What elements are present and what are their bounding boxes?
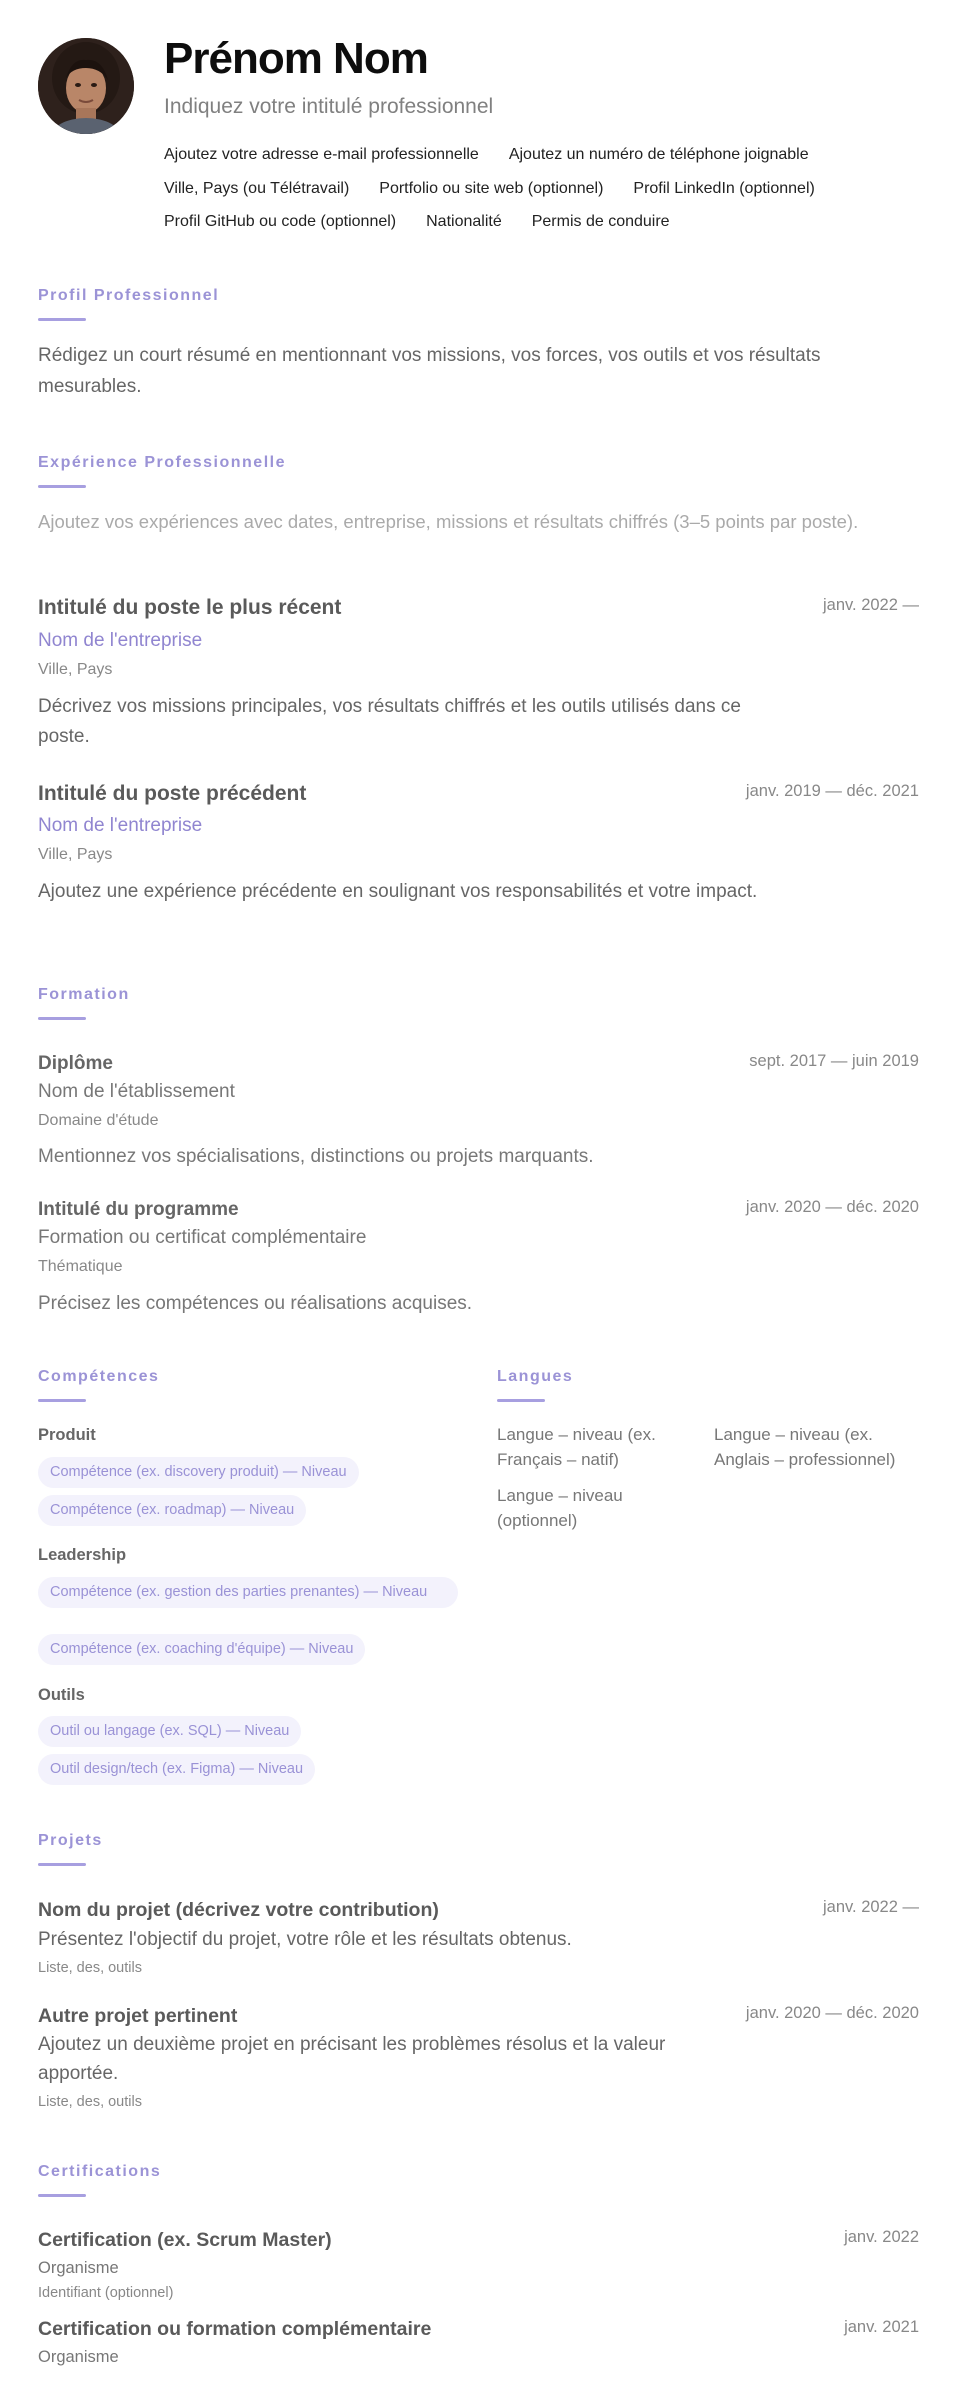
profile-photo-image bbox=[38, 38, 134, 134]
job-dates: janv. 2022 — bbox=[822, 596, 919, 614]
skill-category: Outils bbox=[38, 1686, 85, 1704]
section-divider bbox=[497, 1399, 545, 1402]
section-divider bbox=[38, 2194, 86, 2197]
contact-row bbox=[164, 180, 815, 198]
education-field: Domaine d'étude bbox=[38, 1112, 159, 1129]
experience-hint: Ajoutez vos expériences avec dates, entreprise, missions et résultats chiffrés (3–5 points par poste). bbox=[38, 511, 859, 532]
project-title: Autre projet pertinent bbox=[38, 2005, 238, 2027]
certification-date: janv. 2022 bbox=[844, 2228, 919, 2246]
skill-category: Produit bbox=[38, 1426, 96, 1444]
contact-row bbox=[164, 213, 670, 231]
section-divider bbox=[38, 1399, 86, 1402]
contact-github: Profil GitHub ou code (optionnel) bbox=[164, 213, 397, 230]
skill-chip: Outil ou langage (ex. SQL) — Niveau bbox=[38, 1716, 301, 1747]
certification-id: Identifiant (optionnel) bbox=[38, 2285, 174, 2301]
section-divider bbox=[38, 1863, 86, 1866]
job-description: Ajoutez une expérience précédente en soulignant vos responsabilités et votre impact. bbox=[38, 881, 758, 902]
job-company: Nom de l'entreprise bbox=[38, 815, 203, 836]
job-location: Ville, Pays bbox=[38, 846, 113, 863]
skill-chip: Outil design/tech (ex. Figma) — Niveau bbox=[38, 1754, 315, 1785]
language-item: Langue – niveau (optionnel) bbox=[497, 1486, 623, 1530]
education-school: Nom de l'établissement bbox=[38, 1081, 235, 1102]
project-tools: Liste, des, outils bbox=[38, 2094, 142, 2110]
skill-chip: Compétence (ex. discovery produit) — Niveau bbox=[38, 1457, 359, 1488]
project-description: Ajoutez un deuxième projet en précisant les problèmes résolus et la valeur apportée. bbox=[38, 2034, 666, 2084]
job-location: Ville, Pays bbox=[38, 661, 113, 678]
job-description: Décrivez vos missions principales, vos résultats chiffrés et les outils utilisés dans ce poste. bbox=[38, 696, 741, 747]
section-title-profile: Profil Professionnel bbox=[38, 287, 220, 304]
skill-chip: Compétence (ex. gestion des parties prenantes) — Niveau bbox=[38, 1577, 458, 1608]
full-name: Prénom Nom bbox=[164, 34, 428, 83]
project-description: Présentez l'objectif du projet, votre rôle et les résultats obtenus. bbox=[38, 1929, 572, 1950]
skill-chip: Compétence (ex. roadmap) — Niveau bbox=[38, 1495, 306, 1526]
education-degree: Diplôme bbox=[38, 1053, 113, 1074]
certification-org: Organisme bbox=[38, 2348, 119, 2366]
project-tools: Liste, des, outils bbox=[38, 1960, 142, 1976]
job-title: Intitulé du poste précédent bbox=[38, 782, 307, 805]
contact-license: Permis de conduire bbox=[531, 213, 670, 230]
contact-email: Ajoutez votre adresse e-mail professionnelle bbox=[164, 146, 479, 163]
project-dates: janv. 2020 — déc. 2020 bbox=[745, 2004, 919, 2022]
skill-chip: Compétence (ex. coaching d'équipe) — Niveau bbox=[38, 1634, 365, 1665]
education-description: Mentionnez vos spécialisations, distinctions ou projets marquants. bbox=[38, 1146, 594, 1167]
education-dates: janv. 2020 — déc. 2020 bbox=[745, 1198, 919, 1216]
certification-title: Certification (ex. Scrum Master) bbox=[38, 2229, 332, 2251]
section-title-skills: Compétences bbox=[38, 1368, 160, 1385]
education-description: Précisez les compétences ou réalisations acquises. bbox=[38, 1293, 473, 1314]
job-title: Intitulé du poste le plus récent bbox=[38, 596, 342, 619]
language-item: Langue – niveau (ex. Anglais – professionnel) bbox=[714, 1425, 896, 1469]
certification-title: Certification ou formation complémentaire bbox=[38, 2318, 432, 2340]
contact-location: Ville, Pays (ou Télétravail) bbox=[164, 180, 350, 197]
education-school: Formation ou certificat complémentaire bbox=[38, 1227, 367, 1248]
job-headline: Indiquez votre intitulé professionnel bbox=[164, 95, 494, 118]
section-title-experience: Expérience Professionnelle bbox=[38, 454, 286, 471]
contact-row bbox=[164, 146, 809, 164]
education-degree: Intitulé du programme bbox=[38, 1199, 239, 1220]
section-title-projects: Projets bbox=[38, 1832, 103, 1849]
contact-portfolio: Portfolio ou site web (optionnel) bbox=[379, 180, 604, 197]
section-title-languages: Langues bbox=[497, 1368, 574, 1385]
education-field: Thématique bbox=[38, 1258, 123, 1275]
project-title: Nom du projet (décrivez votre contribution) bbox=[38, 1899, 439, 1921]
section-divider bbox=[38, 318, 86, 321]
skill-category: Leadership bbox=[38, 1546, 127, 1564]
section-divider bbox=[38, 485, 86, 488]
job-dates: janv. 2019 — déc. 2021 bbox=[745, 782, 919, 800]
project-dates: janv. 2022 — bbox=[822, 1898, 919, 1916]
certification-org: Organisme bbox=[38, 2259, 119, 2277]
education-dates: sept. 2017 — juin 2019 bbox=[749, 1052, 919, 1070]
job-company: Nom de l'entreprise bbox=[38, 630, 203, 651]
contact-linkedin: Profil LinkedIn (optionnel) bbox=[633, 180, 815, 197]
language-item: Langue – niveau (ex. Français – natif) bbox=[497, 1425, 656, 1469]
profile-summary: Rédigez un court résumé en mentionnant vos missions, vos forces, vos outils et vos résultats mesurables. bbox=[38, 345, 821, 397]
contact-nationality: Nationalité bbox=[426, 213, 502, 230]
profile-photo bbox=[38, 38, 134, 134]
certification-date: janv. 2021 bbox=[844, 2318, 919, 2336]
section-title-certifications: Certifications bbox=[38, 2163, 162, 2180]
section-title-education: Formation bbox=[38, 986, 130, 1003]
section-divider bbox=[38, 1017, 86, 1020]
contact-phone: Ajoutez un numéro de téléphone joignable bbox=[508, 146, 809, 163]
